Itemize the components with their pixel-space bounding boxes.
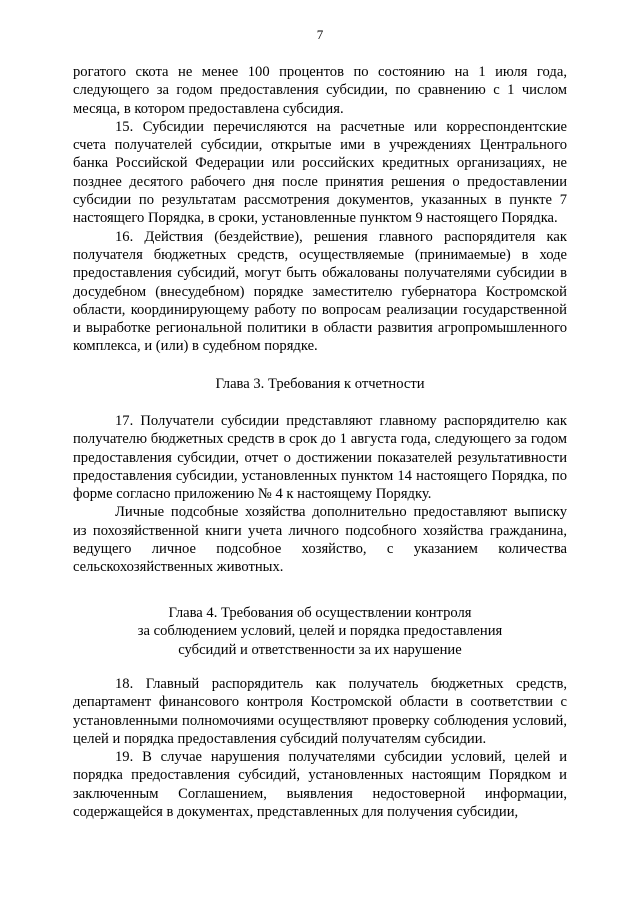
paragraph-19: 19. В случае нарушения получателями субсидии условий, целей и порядка предоставления субсидий, установленных настоящим Порядком и заключенным Соглашением, выявления недостоверной информации, содержащейся в документах, представленных для получения субсидии,: [73, 749, 567, 821]
paragraph-16: 16. Действия (бездействие), решения главного распорядителя как получателя бюджетных средств, осуществляемые (принимаемые) в ходе предоставления субсидий, могут быть обжалованы получателями субсидии в досудебном (внесудебном) порядке заместителю губернатора Костромской области, координирующему работу по вопросам реализации государственной и выработке региональной политики в области развития агропромышленного комплекса, и (или) в судебном порядке.: [73, 228, 567, 355]
paragraph-personal-farms: Личные подсобные хозяйства дополнительно предоставляют выписку из похозяйственной книги учета личного подсобного хозяйства гражданина, ведущего личное подсобное хозяйство, с указанием количества сельскохозяйственных животных.: [73, 504, 567, 576]
paragraph-15: 15. Субсидии перечисляются на расчетные или корреспондентские счета получателей субсидии, открытые ими в учреждениях Центрального банка Российской Федерации или российских кредитных организациях, не позднее десятого рабочего дня после принятия решения о предоставлении субсидии по результатам рассмотрения документов, указанных в пункте 7 настоящего Порядка, в сроки, установленные пунктом 9 настоящего Порядка.: [73, 118, 567, 227]
section-ch3: [73, 412, 567, 577]
chapter-4-heading-line-2: за соблюдением условий, целей и порядка предоставления: [137, 623, 503, 640]
chapter-4-heading-block: [73, 604, 567, 659]
chapter-3-heading: Глава 3. Требования к отчетности: [215, 376, 425, 392]
paragraph-continuation: рогатого скота не менее 100 процентов по состоянию на 1 июля года, следующего за годом предоставления субсидии, по сравнению с 1 числом месяца, в котором предоставлена субсидия.: [73, 64, 567, 117]
chapter-4-heading-line-1: Глава 4. Требования об осуществлении контроля: [168, 605, 472, 621]
paragraph-18: 18. Главный распорядитель как получатель бюджетных средств, департамент финансового контроля Костромской области в соответствии с установленными полномочиями осуществляют проверку соблюдения условий, целей и порядка предоставления субсидий получателям субсидии.: [73, 676, 567, 747]
chapter-3-heading-block: [73, 375, 567, 393]
section-ch4: [73, 675, 567, 821]
section-top: [73, 63, 567, 356]
page-number: 7: [316, 27, 324, 42]
paragraph-17: 17. Получатели субсидии представляют главному распорядителю как получателю бюджетных средств в срок до 1 августа года, следующего за годом предоставления субсидии, отчет о достижении показателей результативности предоставления субсидии, установленных пунктом 14 настоящего Порядка, по форме согласно приложению № 4 к настоящему Порядку.: [73, 413, 567, 503]
chapter-4-heading-line-3: субсидий и ответственности за их нарушение: [178, 641, 462, 658]
